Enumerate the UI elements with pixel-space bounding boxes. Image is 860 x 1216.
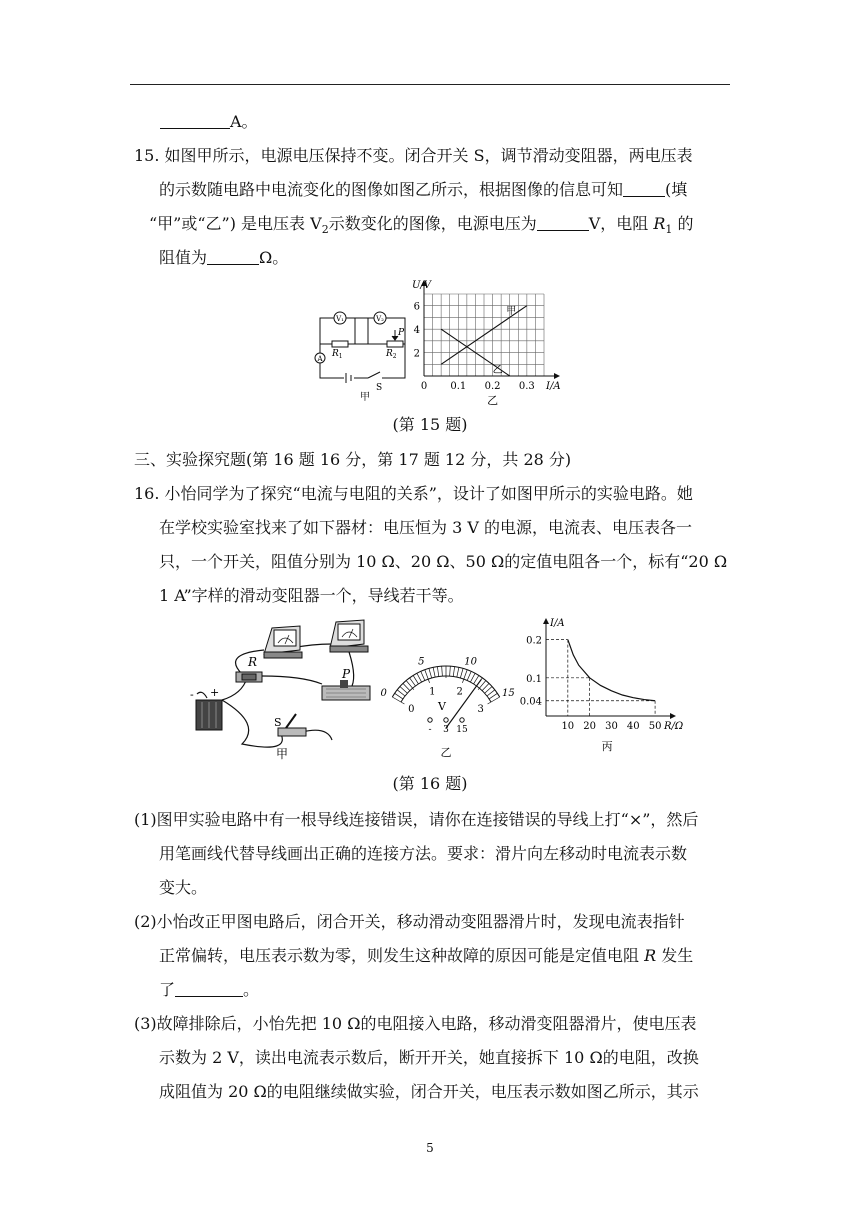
y-tick-label: 2 <box>413 348 420 360</box>
dial-tick <box>421 671 425 680</box>
terminal-icon <box>460 718 464 722</box>
svg-text:A: A <box>317 355 323 363</box>
svg-text:R: R <box>248 655 258 669</box>
figure-label: 乙 <box>487 394 499 407</box>
terminal-label: 15 <box>456 725 468 735</box>
q16-line-4: 1 A”字样的滑动变阻器一个，导线若干等。 <box>159 586 464 605</box>
answer-blank[interactable] <box>623 180 665 197</box>
dial-tick <box>485 687 492 694</box>
dial-tick <box>437 667 438 677</box>
dial-inner-label: 0 <box>408 704 415 715</box>
svg-text:P: P <box>398 328 405 338</box>
x-axis-arrow-icon <box>670 713 676 719</box>
r2-label: $R_2$ <box>386 349 397 360</box>
q15-line-4: 阻值为 Ω。 <box>159 248 289 267</box>
x-axis-label: R/Ω <box>664 721 684 732</box>
x-tick-label: 0.1 <box>450 381 467 392</box>
x-axis-arrow-icon <box>554 373 560 379</box>
dial-tick <box>410 678 416 686</box>
switch-icon <box>278 714 306 736</box>
answer-blank[interactable] <box>207 248 259 265</box>
svg-text:S: S <box>274 716 282 729</box>
q16-line-2: 在学校实验室找来了如下器材：电压恒为 3 V 的电源，电流表、电压表各一 <box>159 518 692 537</box>
resistor-r1-icon <box>332 341 348 347</box>
dial-tick <box>392 697 404 704</box>
terminal-label: - <box>428 725 432 735</box>
svg-text:+: + <box>210 686 220 699</box>
rheostat-r2-icon <box>387 341 403 347</box>
y-tick-label: 6 <box>413 301 420 313</box>
q16-sub1-line-1: (1)图甲实验电路中有一根导线连接错误，请你在连接错误的导线上打“×”，然后 <box>134 810 699 829</box>
x-tick-label: 0.3 <box>518 381 535 392</box>
dial-outer-label: 0 <box>380 688 387 699</box>
series-label: 乙 <box>492 365 503 377</box>
y-axis-label: U/V <box>412 280 432 291</box>
resistor-icon <box>236 672 262 682</box>
battery-icon <box>196 700 222 730</box>
dial-tick <box>397 690 405 696</box>
dial-tick <box>417 673 422 682</box>
dial-arc <box>401 676 491 702</box>
q16-sub3-line-2: 示数为 2 V，读出电流表示数后，断开开关，她直接拆下 10 Ω的电阻，改换 <box>159 1048 699 1067</box>
y-tick-label: 0.2 <box>526 635 542 647</box>
q16-sub3-line-1: (3)故障排除后，小怡先把 10 Ω的电阻接入电路，移动滑变阻器滑片，使电压表 <box>134 1014 697 1033</box>
dial-unit-label: V <box>438 700 446 713</box>
dial-tick <box>429 668 432 678</box>
y-axis-arrow-icon <box>543 618 549 624</box>
q15-caption: (第 15 题) <box>392 415 468 434</box>
dial-tick <box>460 668 463 678</box>
q15-line-3: “甲”或“乙”) 是电压表 $V_2$示数变化的图像，电源电压为 V，电阻 $R_1$ 的 <box>149 214 694 237</box>
dial-tick <box>395 693 403 699</box>
page-number: 5 <box>426 1141 434 1155</box>
q16-apparatus-figure <box>182 614 382 764</box>
terminal-icon <box>444 718 448 722</box>
q16-line-1: 16. 小怡同学为了探究“电流与电阻的关系”，设计了如图甲所示的实验电路。她 <box>134 484 693 503</box>
figure-label: 乙 <box>440 746 452 759</box>
x-tick-label: 20 <box>583 721 597 732</box>
dial-tick <box>400 687 407 694</box>
terminal-label: 3 <box>443 725 449 735</box>
section-3-heading: 三、实验探究题(第 16 题 16 分，第 17 题 12 分，共 28 分) <box>134 450 572 469</box>
dial-outer-label: 15 <box>501 688 515 699</box>
q16-i-r-graph <box>508 612 684 764</box>
svg-text:P: P <box>342 667 351 681</box>
dial-tick <box>487 690 495 696</box>
r1-label: $R_1$ <box>332 349 343 360</box>
series-curve <box>568 640 655 701</box>
dial-tick <box>488 697 500 704</box>
q16-sub1-line-3: 变大。 <box>159 878 208 897</box>
svg-text:甲: 甲 <box>360 392 370 403</box>
answer-blank[interactable] <box>160 112 230 129</box>
svg-text:V₁: V₁ <box>336 315 344 323</box>
answer-blank[interactable] <box>537 214 589 231</box>
dial-tick <box>470 673 475 682</box>
answer-blank[interactable] <box>175 980 243 997</box>
q14-answer-line: A。 <box>160 110 258 134</box>
q15-line-2: 的示数随电路中电流变化的图像如图乙所示，根据图像的信息可知 (填 <box>159 180 688 199</box>
y-axis-label: I/A <box>550 618 565 629</box>
y-tick-label: 0.04 <box>519 696 542 708</box>
dial-tick <box>462 670 467 683</box>
dial-tick <box>433 667 435 677</box>
x-tick-label: 30 <box>605 721 618 732</box>
q16-voltmeter-dial <box>380 628 515 762</box>
dial-tick <box>474 675 479 683</box>
ammeter-icon <box>264 626 302 658</box>
q16-sub2-line-3: 了 。 <box>159 980 260 999</box>
q16-sub2-line-2: 正常偏转，电压表示数为零，则发生这种故障的原因可能是定值电阻 R 发生 <box>159 946 694 965</box>
dial-tick <box>457 667 459 677</box>
y-tick-label: 0.1 <box>526 673 542 685</box>
svg-text:-: - <box>190 688 194 701</box>
dial-tick <box>403 683 410 690</box>
dial-inner-label: 3 <box>477 704 484 715</box>
series-label: 甲 <box>506 305 517 317</box>
dial-outer-label: 5 <box>418 656 425 668</box>
dial-tick <box>467 671 471 680</box>
dial-tick <box>489 693 497 699</box>
dial-tick <box>450 666 451 676</box>
q15-circuit-diagram <box>310 300 410 402</box>
x-tick-label: 0.2 <box>484 381 501 392</box>
svg-text:V₂: V₂ <box>376 315 384 323</box>
x-tick-label: 50 <box>648 721 662 732</box>
q16-sub1-line-2: 用笔画线代替导线画出正确的连接方法。要求：滑片向左移动时电流表示数 <box>159 844 688 863</box>
q15-u-i-graph <box>408 278 568 408</box>
dial-outer-label: 10 <box>464 656 477 668</box>
q16-sub2-line-1: (2)小怡改正甲图电路后，闭合开关，移动滑动变阻器滑片时，发现电流表指针 <box>134 912 685 931</box>
svg-text:甲: 甲 <box>275 747 289 761</box>
q16-line-3: 只，一个开关，阻值分别为 10 Ω、20 Ω、50 Ω的定值电阻各一个，标有“20 Ω <box>159 552 728 571</box>
terminal-icon <box>428 718 432 722</box>
y-tick-label: 4 <box>413 325 420 337</box>
x-axis-label: I/A <box>546 381 561 392</box>
dial-inner-label: 2 <box>456 686 463 698</box>
q16-caption: (第 16 题) <box>392 774 468 793</box>
dial-tick <box>442 666 443 676</box>
voltmeter-icon <box>330 620 368 652</box>
header-rule <box>130 84 730 85</box>
figure-label: 丙 <box>601 740 613 753</box>
dial-tick <box>425 670 430 683</box>
q15-line-1: 15. 如图甲所示，电源电压保持不变。闭合开关 S，调节滑动变阻器，两电压表 <box>134 146 693 165</box>
dial-tick <box>453 667 454 677</box>
dial-tick <box>482 683 489 690</box>
q16-sub3-line-3: 成阻值为 20 Ω的电阻继续做实验，闭合开关，电压表示数如图乙所示，其示 <box>159 1082 699 1101</box>
svg-text:S: S <box>376 383 383 393</box>
dial-tick <box>413 675 418 683</box>
x-tick-label: 10 <box>561 721 575 732</box>
x-tick-label: 0 <box>420 381 428 392</box>
dial-inner-label: 1 <box>429 686 436 698</box>
x-tick-label: 40 <box>626 721 640 732</box>
rheostat-icon <box>322 680 370 700</box>
